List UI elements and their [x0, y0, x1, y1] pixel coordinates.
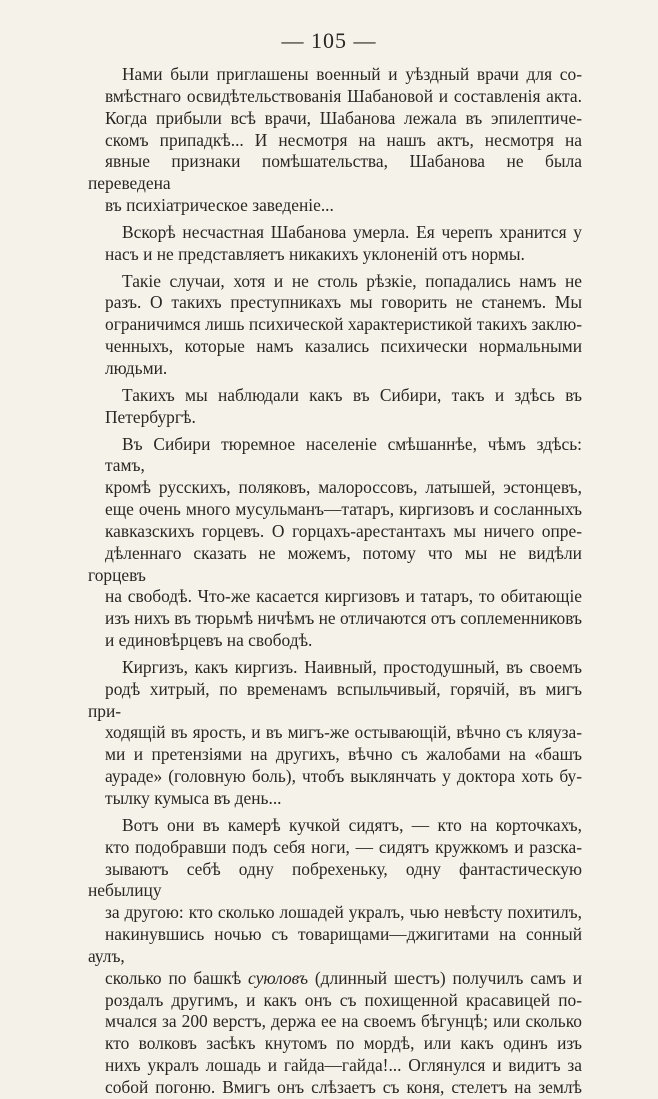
line-segment: сколько по башкѣ [105, 967, 249, 988]
text-line: накинувшись ночью съ товарищами—джигитами на сонный аулъ, [88, 924, 582, 966]
text-line: изъ нихъ въ тюрьмѣ ничѣмъ не отличаются отъ соплеменниковъ [105, 608, 582, 629]
paragraph-6 [88, 657, 582, 810]
text-line: ми и претензіями на другихъ, вѣчно съ жалобами на «башъ [105, 744, 582, 765]
text-line: явные признаки помѣшательства, Шабанова не была переведена [88, 151, 582, 194]
paragraph-7 [88, 815, 582, 1099]
text-line: тылку кумыса въ день... [105, 788, 282, 808]
text-line: вмѣстнаго освидѣтельствованія Шабановой и составленія акта. [105, 85, 582, 106]
text-line: на свободѣ. Что-же касается киргизовъ и татаръ, то обитающіе [105, 586, 582, 607]
paragraph-1 [88, 64, 582, 217]
text-line: людьми. [105, 357, 168, 378]
text-line: еще очень много мусульманъ—татаръ, киргизовъ и сосланныхъ [105, 499, 582, 520]
text-line: насъ и не представляетъ никакихъ уклоненій отъ нормы. [105, 243, 525, 264]
paragraph-4 [88, 385, 582, 429]
text-line: Такихъ мы наблюдали какъ въ Сибири, такъ и здѣсь въ [122, 384, 582, 405]
text-line: мчался за 200 верстъ, держа ее на своемъ бѣгунцѣ; или сколько [105, 1011, 582, 1032]
italic-term: суюловъ [248, 967, 309, 988]
text-line: Вотъ они въ камерѣ кучкой сидятъ, — кто на корточкахъ, [122, 814, 582, 835]
text-line: кавказскихъ горцевъ. О горцахъ-арестантахъ мы ничего опре- [105, 520, 582, 541]
text-line: ауpаде» (головную боль), чтобъ выклянчать у доктора хоть бу- [105, 766, 582, 787]
text-line: ограничимся лишь психической характеристикой такихъ заклю- [105, 314, 582, 335]
text-line: кто волковъ засѣкъ кнутомъ по мордѣ, или какъ одинъ изъ [105, 1033, 582, 1054]
text-line: Когда прибыли всѣ врачи, Шабанова лежала въ эпилептиче- [105, 107, 582, 128]
text-line: за другою: кто сколько лошадей укралъ, чью невѣсту похитилъ, [105, 902, 582, 923]
line-segment: (длинный шестъ) получилъ самъ и [308, 967, 583, 988]
text-line: Нами были приглашены военный и уѣздный врачи для со- [122, 64, 582, 84]
text-line: и единовѣрцевъ на свободѣ. [105, 630, 313, 651]
text-line: роздалъ другимъ, и какъ онъ съ похищенной красавицей по- [105, 989, 582, 1010]
text-line: Киргизъ, какъ киргизъ. Наивный, простодушный, въ своемъ [122, 656, 582, 677]
text-line: Вскорѣ несчастная Шабанова умерла. Ея черепъ хранится у [122, 221, 582, 242]
text-line: разъ. О такихъ преступникахъ мы говорить не станемъ. Мы [105, 292, 582, 313]
text-line: кто подобравши подъ себя ноги, — сидятъ кружкомъ и разска- [105, 836, 582, 857]
paragraph-3 [88, 271, 582, 380]
text-line: Такіе случаи, хотя и не столь рѣзкіе, попадались намъ не [122, 270, 582, 291]
text-line: родѣ хитрый, по временамъ вспыльчивый, горячій, въ мигъ при- [88, 678, 582, 721]
text-line: въ психіатрическое заведеніе... [105, 195, 334, 216]
text-line: кромѣ русскихъ, поляковъ, малороссовъ, латышей, эстонцевъ, [105, 477, 582, 498]
text-line: Въ Сибири тюремное населеніе смѣшаннѣе, чѣмъ здѣсь: тамъ, [105, 433, 582, 476]
text-line: зываютъ себѣ одну побрехеньку, одну фантастическую небылицу [88, 858, 582, 901]
text-line: скомъ припадкѣ... И несмотря на нашъ актъ, несмотря на [105, 129, 582, 150]
text-line-with-italic [88, 968, 582, 990]
text-line: собой погоню. Вмигъ онъ слѣзаетъ съ коня, стелетъ на землѣ [105, 1076, 582, 1097]
page-number: — 105 — [281, 28, 377, 53]
text-line: ченныхъ, которые намъ казались психически нормальными [105, 336, 582, 357]
text-line: ходящій въ ярость, и въ мигъ-же остывающій, вѣчно съ кляуза- [105, 722, 582, 743]
text-line: Петербургѣ. [105, 406, 196, 427]
paragraph-5 [88, 434, 582, 652]
page-body [88, 64, 582, 1099]
text-line: дѣленнаго сказать не можемъ, потому что мы не видѣли горцевъ [88, 542, 582, 585]
paragraph-2 [88, 222, 582, 266]
text-line: нихъ укралъ лошадь и гайда—гайда!... Оглянулся и видитъ за [105, 1055, 582, 1076]
